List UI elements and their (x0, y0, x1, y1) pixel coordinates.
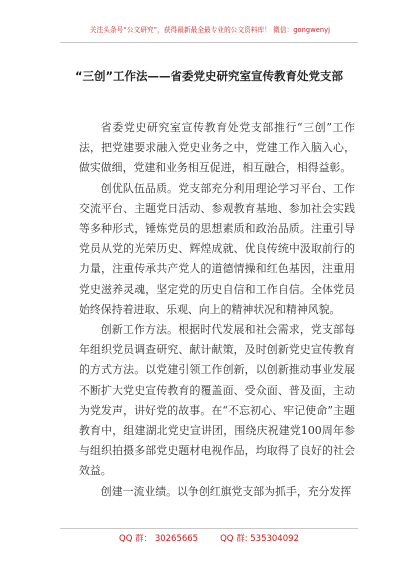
document-title: “三创”工作法——省委党史研究室宣传教育处党支部 (74, 69, 344, 83)
footer-qq-group-2: QQ 群: 535304092 (220, 534, 299, 544)
paragraph-team-quality: 创优队伍品质。党支部充分利用理论学习平台、工作交流平台、主题党日活动、参观教育基地、参加社会实践等多种形式，锤炼党员的思想素质和政治品质。注重引导党员从党的光荣历史、辉煌成就、优良传统中汲取前行的力量，注重传承共产党人的道德情操和红色基因，注重用党史滋养灵魂，坚定党的历史自信和工作自信。全体党员始终保持着进取、乐观、向上的精神状况和精神风貌。 (79, 181, 355, 316)
header-banner: 关注头条号“公文研究”，获得最新最全最专业的公文资料库！ 微信：gongwenyj (89, 26, 331, 34)
paragraph-performance: 创建一流业绩。以争创红旗党支部为抓手，充分发挥 (100, 484, 352, 498)
footer-qq-group-1: QQ 群： 30265665 (119, 534, 199, 544)
header-divider (60, 42, 358, 43)
paragraph-work-method: 创新工作方法。根据时代发展和社会需求，党支部每年组织党员调查研究、献计献策，及时创新党史宣传教育的方式方法。以党建引领工作创新，以创新推动事业发展不断扩大党史宣传教育的覆盖面、受众面、普及面，主动为党发声，讲好党的故事。在“不忘初心、牢记使命”主题教育中，组建湖北党史宣讲团，围绕庆祝建党100周年参与组织拍摄多部党史题材电视作品，均取得了良好的社会效益。 (79, 323, 355, 478)
footer-contacts (60, 532, 358, 544)
document-body (79, 118, 355, 502)
footer-divider (60, 528, 358, 529)
paragraph-intro: 省委党史研究室宣传教育处党支部推行“三创”工作法，把党建要求融入党史业务之中，党建工作入脑入心，做实做细，党建和业务相互促进，相互融合，相得益彰。 (79, 121, 355, 175)
